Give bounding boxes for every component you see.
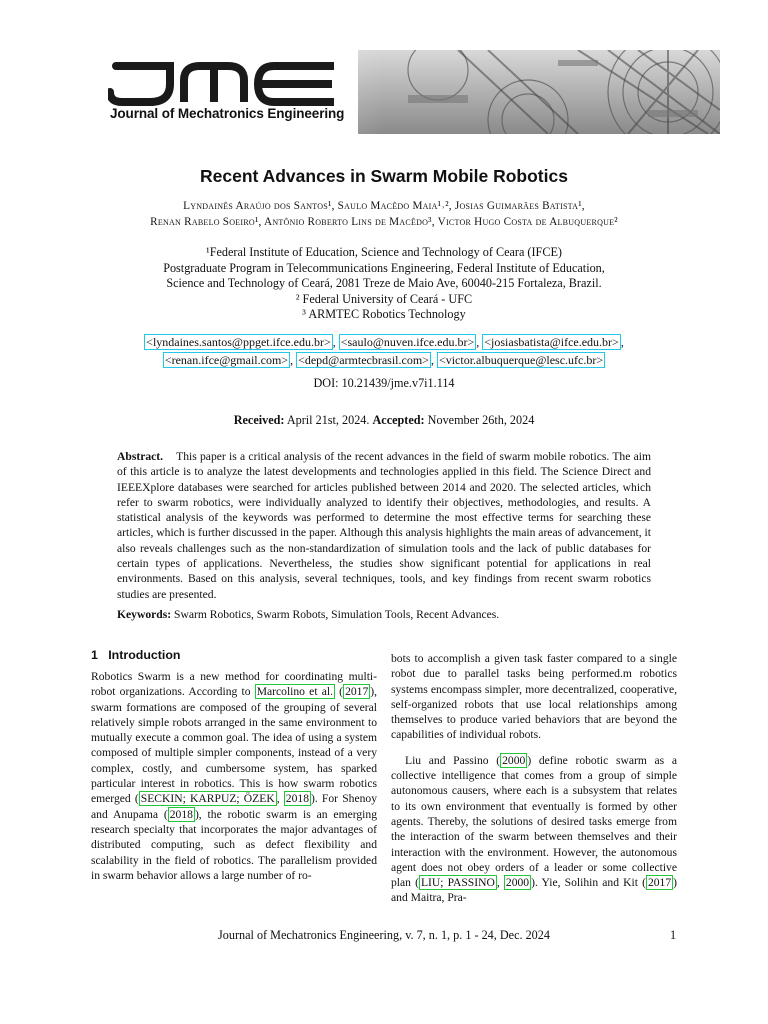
text-run: ). Yie, Solihin and Kit (	[531, 876, 646, 890]
text-run: Liu and Passino (	[405, 753, 501, 767]
accepted-label: Accepted:	[372, 413, 425, 427]
text-run: ) define robotic swarm as a collective intelligence that comes from a group of simple autonomous causers, where each is a subsystem that relates to its own environment that eventually is formed by other agents. Thereby, the solutions of desired tasks emerge from the interaction of the swarm between themselves and their interaction with the environment. However, the autonomous agent does not obey orders of a leader or some collective plan (	[391, 753, 678, 890]
text-run: (	[335, 685, 344, 699]
body-column-right	[391, 651, 677, 906]
doi: DOI: 10.21439/jme.v7i1.114	[313, 376, 455, 390]
email-link[interactable]: <josiasbatista@ifce.edu.br>	[484, 335, 619, 349]
journal-banner	[108, 50, 720, 134]
section-heading	[91, 648, 181, 662]
section-number: 1	[91, 648, 98, 662]
abstract	[117, 449, 651, 602]
paragraph	[91, 669, 377, 883]
text-run: ) and Maitra, Pra-	[391, 876, 677, 905]
email-link[interactable]: <renan.ifce@gmail.com>	[164, 353, 289, 367]
page-footer: Journal of Mechatronics Engineering, v. 7, n. 1, p. 1 - 24, Dec. 2024	[218, 928, 550, 942]
affiliation-line: ³ ARMTEC Robotics Technology	[302, 307, 466, 322]
abstract-label: Abstract.	[117, 450, 164, 463]
affiliation-line: ¹Federal Institute of Education, Science and Technology of Ceara (IFCE)	[206, 245, 562, 259]
email-link[interactable]: <victor.albuquerque@lesc.ufc.br>	[438, 353, 604, 367]
page-number: 1	[670, 928, 677, 942]
citation-link[interactable]: 2000	[505, 876, 530, 890]
citation-link[interactable]: 2017	[345, 685, 369, 699]
keywords-label: Keywords:	[117, 608, 172, 621]
author-emails: <lyndaines.santos@ppget.ifce.edu.br> , <saulo@nuven.ifce.edu.br> , <josiasbatista@ifce.edu.br> , <renan.ifce@gmail.com> , <depd@armtecbrasil.com> , <victor.albuquerque@lesc.ufc.br>	[146, 335, 624, 367]
text-run: ), swarm formations are composed of the grouping of several relatively simple robots arranged in the same environment to mutually execute a common goal. The idea of using a system composed of multiple simpler components, instead of a very complex, costly, and cumbersome system, has sparked particular interest in robotics. This is how swarm robotics emerged (	[91, 685, 378, 806]
keywords	[117, 608, 651, 621]
email-link[interactable]: <lyndaines.santos@ppget.ifce.edu.br>	[146, 335, 331, 349]
authors-line: Renan Rabelo Soeiro¹, Antônio Roberto Lins de Macêdo³, Victor Hugo Costa de Albuquerque²	[150, 216, 618, 228]
text-run: ). For Shenoy and Anupama (	[91, 792, 377, 821]
citation-link[interactable]: Marcolino et al.	[256, 685, 333, 699]
affiliation-line: ² Federal University of Ceará - UFC	[295, 291, 473, 306]
citation-link[interactable]: 2018	[169, 807, 193, 821]
citation-link[interactable]: LIU; PASSINO	[420, 876, 495, 890]
journal-name: Journal of Mechatronics Engineering	[110, 106, 345, 121]
affiliation-line: Science and Technology of Ceará, 2081 Treze de Maio Ave, 60040-215 Fortaleza, Brazil.	[166, 276, 602, 291]
affiliations	[80, 245, 688, 323]
author-list	[60, 198, 708, 230]
body-column-left	[91, 669, 377, 883]
citation-link[interactable]: SECKIN; KARPUZ; ÖZEK	[140, 792, 275, 806]
paper-title: Recent Advances in Swarm Mobile Robotics	[200, 166, 568, 186]
section-title: Introduction	[108, 648, 181, 662]
citation-link[interactable]: 2017	[647, 876, 672, 890]
paragraph: bots to accomplish a given task faster compared to a single robot due to parallel tasks being performed.m robotics systems encompass simpler, more decentralized, cooperative, self-organized robots that use local relationships among themselves to produce varied behaviors that are beyond the capabilities of individual robots.	[391, 652, 677, 742]
text-run: ,	[496, 876, 504, 890]
accepted-date: November 26th, 2024	[427, 413, 535, 427]
jme-logo	[108, 62, 338, 108]
authors-line: Lyndainês Araújo dos Santos¹, Saulo Macêdo Maia¹˒², Josias Guimarães Batista¹,	[183, 200, 585, 212]
dates	[0, 413, 768, 428]
received-label: Received:	[233, 413, 285, 427]
abstract-text: This paper is a critical analysis of the recent advances in the field of swarm mobile robotics. The aim of this article is to analyze the latest developments and technologies applied in this field. The Science Direct and IEEEXplore databases were searched for articles published between 2014 and 2020. The selected articles, which refer to swarm robotics, were individually analyzed to identify their objectives, methodologies, and results. A statistical analysis of the keywords was performed to determine the most effective terms for searching these articles, which is further discussed in the paper. Although this analysis highlights the main areas of advancement, it also reveals challenges such as the non-standardization of simulation tools and the lack of public databases for certain types of applications. Nevertheless, the studies show significant potential for applications in real environments. Based on this analysis, several techniques, tools, and key findings from recent swarm robotics studies are presented.	[117, 450, 651, 601]
keywords-text: Swarm Robotics, Swarm Robots, Simulation Tools, Recent Advances.	[174, 608, 500, 621]
email-link[interactable]: <depd@armtecbrasil.com>	[298, 353, 429, 367]
email-link[interactable]: <saulo@nuven.ifce.edu.br>	[340, 335, 475, 349]
paragraph	[391, 753, 677, 906]
citation-link[interactable]: 2000	[502, 753, 526, 767]
received-date: April 21st, 2024.	[286, 413, 370, 427]
citation-link[interactable]: 2018	[285, 792, 309, 806]
affiliation-line: Postgraduate Program in Telecommunications Engineering, Federal Institute of Education,	[163, 260, 605, 275]
text-run: ), the robotic swarm is an emerging research specialty that incorporates the major advantages of distributed computing, such as defect flexibility and scalability in the field of robotics. The parallelism provided in swarm behavior allows a large number of ro-	[91, 807, 377, 882]
text-run: Robotics Swarm is a new method for coordinating multi-robot organizations. According to	[91, 670, 377, 699]
text-run: ,	[276, 792, 284, 806]
